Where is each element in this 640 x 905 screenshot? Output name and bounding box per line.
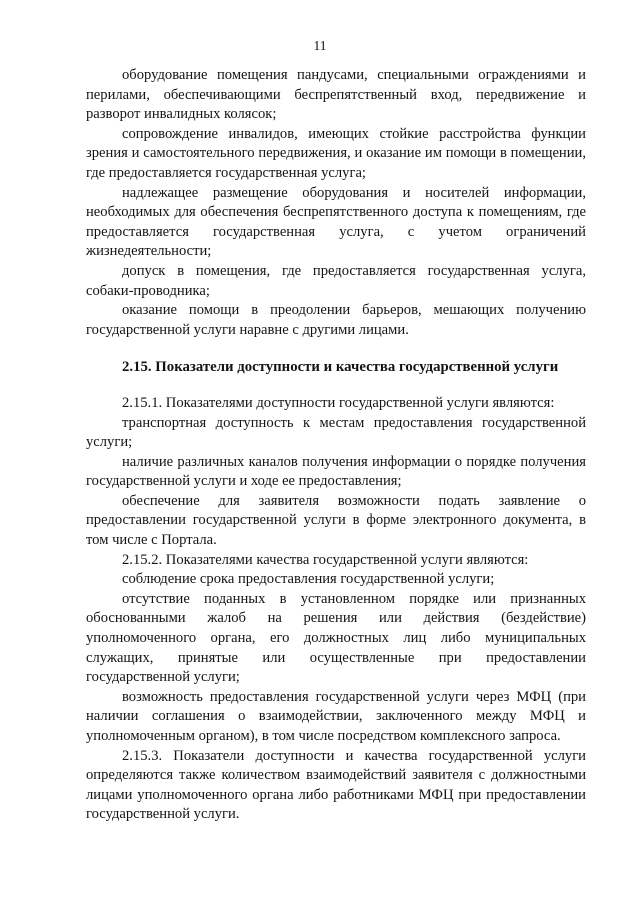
paragraph: надлежащее размещение оборудования и носителей информации, необходимых для обеспечения беспрепятственного доступа к помещениям, где предоставляется государственная услуга, с учетом ограничений жизнедеятельности; — [86, 184, 586, 260]
paragraph: возможность предоставления государственной услуги через МФЦ (при наличии соглашения о взаимодействии, заключенного между МФЦ и уполномоченным органом), в том числе посредством комплексного запроса. — [86, 688, 586, 744]
paragraph: наличие различных каналов получения информации о порядке получения государственной услуги и ходе ее предоставления; — [86, 453, 586, 490]
paragraph: 2.15.2. Показателями качества государственной услуги являются: — [122, 551, 529, 568]
paragraph: допуск в помещения, где предоставляется государственная услуга, собаки-проводника; — [86, 262, 586, 299]
page-number: 11 — [313, 38, 327, 53]
paragraph: обеспечение для заявителя возможности подать заявление о предоставлении государственной услуги в форме электронного документа, в том числе с Портала. — [86, 492, 586, 549]
section-heading: 2.15. Показатели доступности и качества государственной услуги — [122, 359, 559, 376]
paragraph: 2.15.1. Показателями доступности государственной услуги являются: — [122, 394, 555, 411]
paragraph: оказание помощи в преодолении барьеров, мешающих получению государственной услуги наравне с другими лицами. — [86, 302, 586, 338]
paragraph: отсутствие поданных в установленном порядке или признанных обоснованными жалоб на решения или действия (бездействие) уполномоченного органа, его должностных лиц либо муниципальных служащих, принятые или осуществленные при предоставлении государственной услуги; — [86, 590, 586, 686]
paragraph: транспортная доступность к местам предоставления государственной услуги; — [86, 414, 586, 451]
document-body — [86, 66, 586, 825]
paragraph: соблюдение срока предоставления государственной услуги; — [122, 571, 495, 588]
paragraph: сопровождение инвалидов, имеющих стойкие расстройства функции зрения и самостоятельного передвижения, и оказание им помощи в помещении, где предоставляется государственная услуга; — [86, 125, 586, 181]
paragraph: оборудование помещения пандусами, специальными ограждениями и перилами, обеспечивающими беспрепятственный вход, передвижение и разворот инвалидных колясок; — [86, 67, 586, 123]
paragraph: 2.15.3. Показатели доступности и качества государственной услуги определяются также количеством взаимодействий заявителя с должностными лицами уполномоченного органа либо работниками МФЦ при предоставлении государственной услуги. — [86, 747, 586, 823]
